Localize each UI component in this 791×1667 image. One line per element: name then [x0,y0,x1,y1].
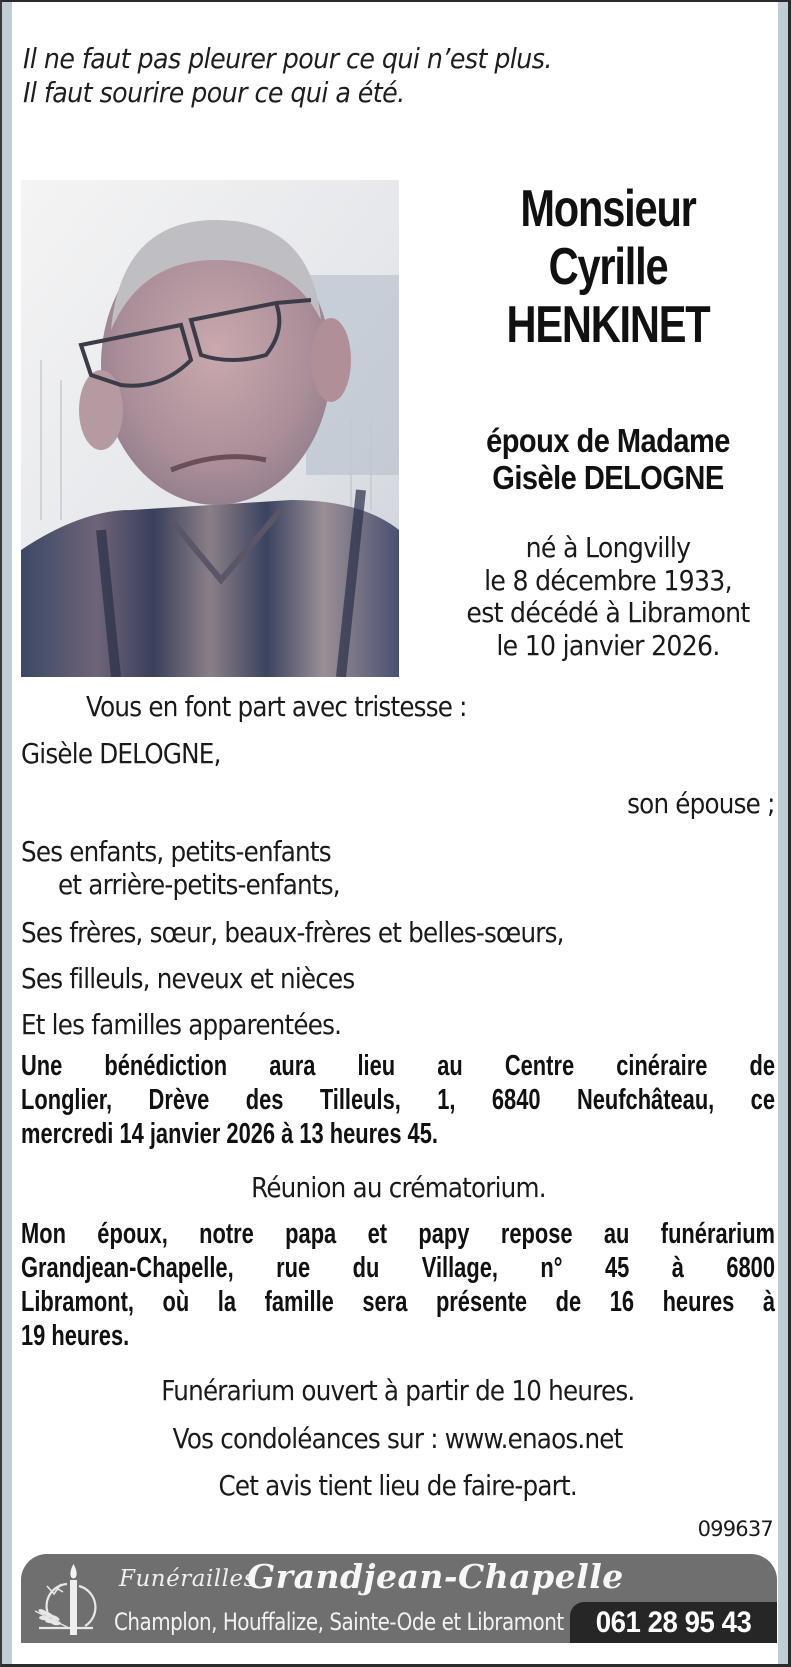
announcement-spouse-relation: son épouse ; [627,787,775,820]
deceased-title: Monsieur [520,180,696,238]
visitation-line: Libramont, où la famille sera présente de 16 heures à [21,1286,775,1318]
epitaph-quote [23,42,552,110]
deceased-first-name: Cyrille [548,238,668,296]
spouse-line-2: Gisèle DELOGNE [492,459,724,496]
family-line: Et les familles apparentées. [21,1008,342,1041]
funeral-home-banner [21,1554,777,1643]
birth-date: le 8 décembre 1933, [484,563,732,597]
opening-hours: Funérarium ouvert à partir de 10 heures. [161,1374,635,1407]
visitation-details [21,1217,775,1353]
quote-line: Il ne faut pas pleurer pour ce qui n’est plus. [23,43,552,75]
death-place: est décédé à Libramont [466,596,750,629]
ceremony-details [21,1049,775,1151]
brand-name: Grandjean-Chapelle [247,1557,624,1596]
visitation-line: Mon époux, notre papa et papy repose au funérarium [21,1218,775,1250]
condolences-link-line [21,1422,775,1455]
spouse-line-1: époux de Madame [486,422,730,459]
frame-left-band [2,2,12,1664]
portrait-icon [21,180,399,677]
announcement-intro: Vous en font part avec tristesse : [86,690,467,723]
family-line: et arrière-petits-enfants, [58,868,340,901]
spouse-info [413,422,791,496]
announcement-spouse-name: Gisèle DELOGNE, [21,737,221,770]
ceremony-note: Réunion au crématorium. [250,1171,546,1204]
ceremony-line: Une bénédiction aura lieu au Centre cinéraire de [21,1050,775,1082]
deceased-name [413,180,791,354]
reference-number: 099637 [697,1517,773,1541]
ceremony-line: Longlier, Drève des Tilleuls, 1, 6840 Neufchâteau, ce [21,1084,775,1116]
phone-box [570,1602,777,1643]
portrait-photo [21,180,399,677]
deceased-last-name: HENKINET [506,296,710,354]
birth-death-dates [413,532,791,662]
family-line: Ses enfants, petits-enfants [21,835,331,868]
ceremony-line: mercredi 14 janvier 2026 à 13 heures 45. [21,1118,438,1150]
brand-locations: Champlon, Houffalize, Sainte-Ode et Libramont [114,1608,564,1636]
brand-prefix: Funérailles [119,1566,256,1592]
death-date: le 10 janvier 2026. [496,628,720,662]
candle-wheat-logo-icon [27,1556,107,1642]
quote-line: Il faut sourire pour ce qui a été. [23,77,405,109]
obituary-page [21,2,775,1664]
phone-number[interactable]: 061 28 95 43 [595,1605,752,1639]
visitation-line: 19 heures. [21,1320,130,1352]
family-line: Ses frères, sœur, beaux-frères et belles-sœurs, [21,916,564,949]
visitation-line: Grandjean-Chapelle, rue du Village, n° 45 à 6800 [21,1252,775,1284]
condolences-link[interactable]: Vos condoléances sur : www.enaos.net [173,1422,623,1455]
notice-text: Cet avis tient lieu de faire-part. [218,1469,578,1502]
birth-place: né à Longvilly [525,531,691,564]
family-line: Ses filleuls, neveux et nièces [21,962,355,995]
